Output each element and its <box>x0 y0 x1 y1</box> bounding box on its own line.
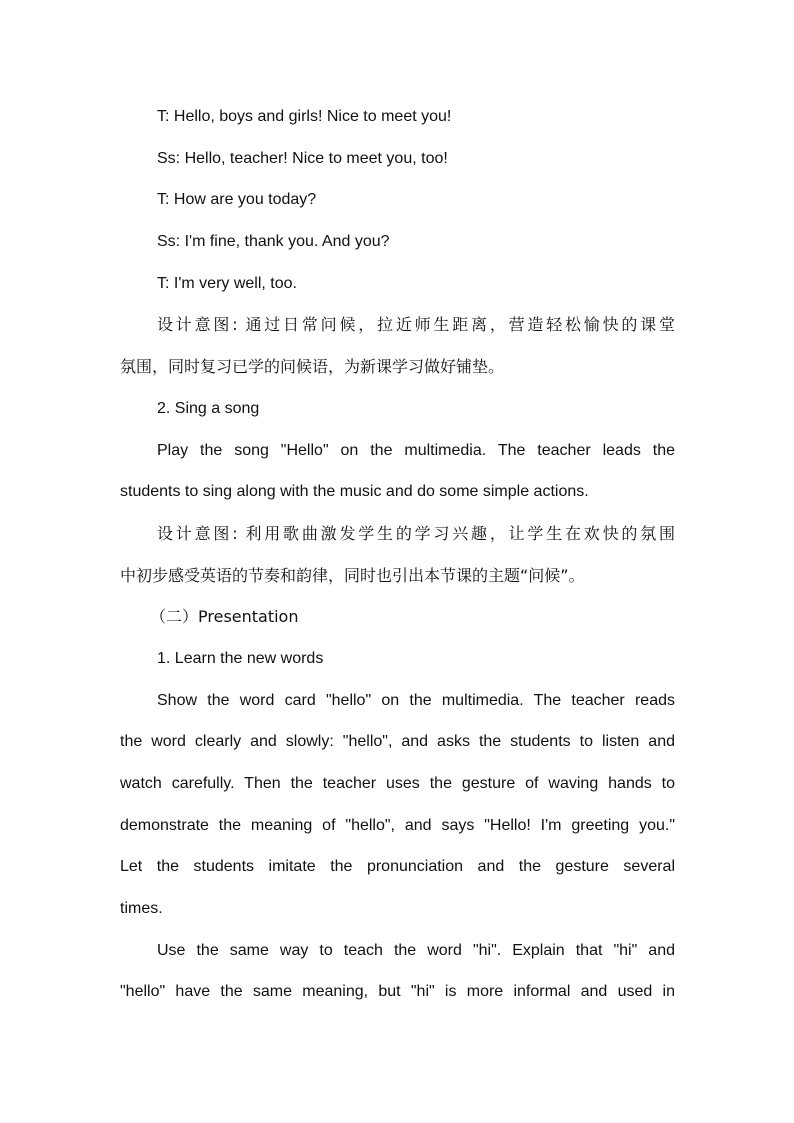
design-intent-2-line-1: 设计意图: 利用歌曲激发学生的学习兴趣，让学生在欢快的氛围 <box>157 523 675 543</box>
dialogue-line-teacher-reply: T: I'm very well, too. <box>157 274 297 292</box>
paragraph-words-line-4: demonstrate the meaning of "hello", and says "Hello! I'm greeting you." <box>120 816 675 834</box>
paragraph-words-line-3: watch carefully. Then the teacher uses the gesture of waving hands to <box>120 775 675 792</box>
paragraph-hi-line-1: Use the same way to teach the word "hi". Explain that "hi" and <box>157 941 675 959</box>
document-page <box>120 96 675 1013</box>
design-intent-1-line-1: 设计意图: 通过日常问候，拉近师生距离，营造轻松愉快的课堂 <box>157 315 675 335</box>
design-intent-1-line-2: 氛围，同时复习已学的问候语，为新课学习做好铺垫。 <box>120 357 505 377</box>
paragraph-song-line-2: students to sing along with the music and do some simple actions. <box>120 483 589 501</box>
dialogue-line-students-answer: Ss: I'm fine, thank you. And you? <box>157 233 390 251</box>
section-heading-learn-new-words: 1. Learn the new words <box>157 649 324 667</box>
paragraph-words-line-5: Let the students imitate the pronunciation and the gesture several <box>120 858 675 876</box>
dialogue-line-teacher-question: T: How are you today? <box>157 191 317 209</box>
dialogue-line-students-greeting: Ss: Hello, teacher! Nice to meet you, too! <box>157 149 448 167</box>
paragraph-hi-line-2: "hello" have the same meaning, but "hi" is more informal and used in <box>120 983 675 1001</box>
design-intent-2-line-2: 中初步感受英语的节奏和韵律，同时也引出本节课的主题“问候”。 <box>120 565 585 585</box>
paragraph-song-line-1: Play the song "Hello" on the multimedia. The teacher leads the <box>157 441 675 459</box>
paragraph-words-line-1: Show the word card "hello" on the multimedia. The teacher reads <box>157 691 675 709</box>
section-heading-sing-a-song: 2. Sing a song <box>157 399 260 417</box>
paragraph-words-line-6: times. <box>120 900 163 918</box>
paragraph-words-line-2: the word clearly and slowly: "hello", and asks the students to listen and <box>120 733 675 751</box>
dialogue-line-teacher-greeting: T: Hello, boys and girls! Nice to meet you! <box>157 108 452 125</box>
section-heading-presentation: （二）Presentation <box>150 607 299 627</box>
